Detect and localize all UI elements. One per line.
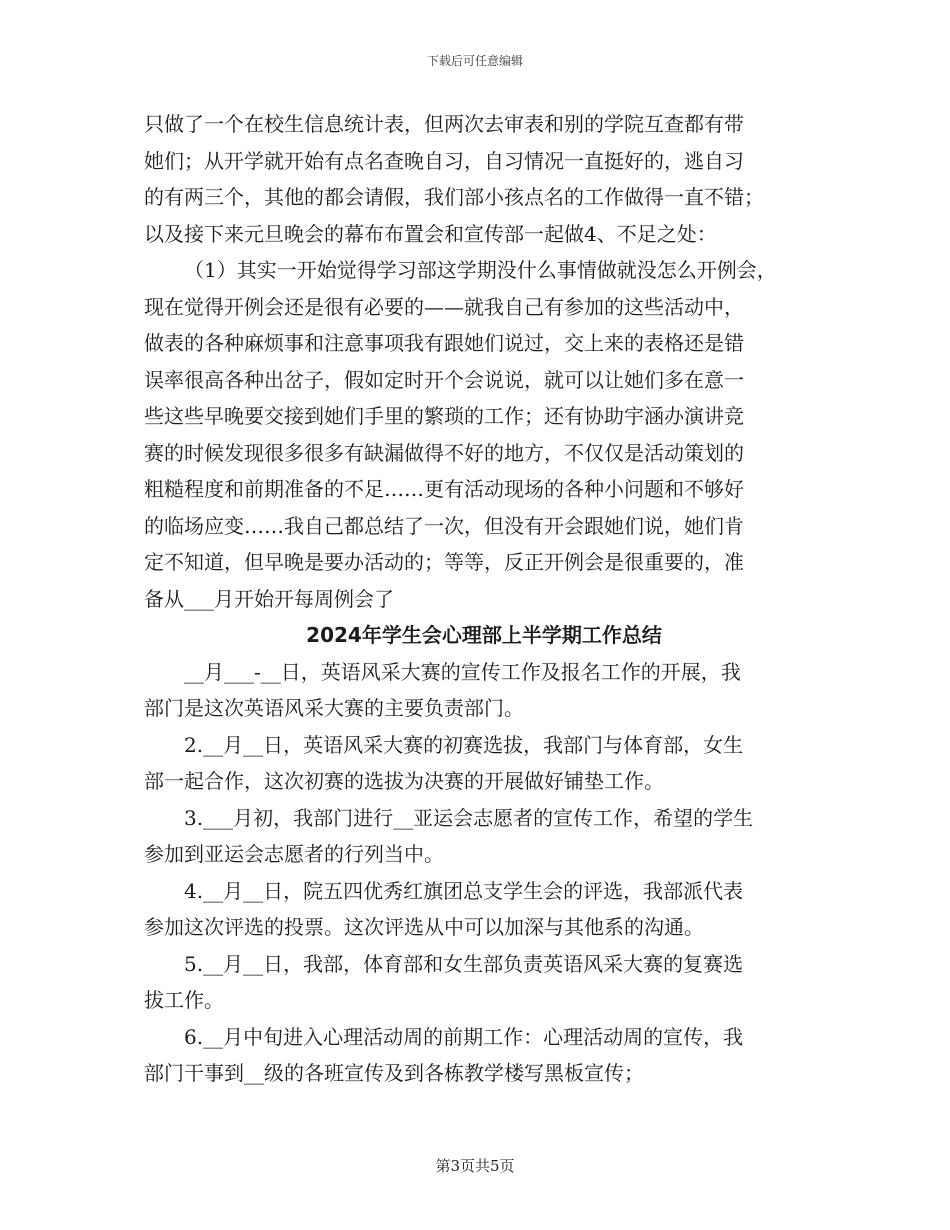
text-line: __月___-__日，英语风采大赛的宣传工作及报名工作的开展，我 bbox=[184, 659, 741, 684]
text-line: 部门干事到__级的各班宣传及到各栋教学楼写黑板宣传； bbox=[144, 1061, 644, 1085]
text-line: 以及接下来元旦晚会的幕布布置会和宣传部一起做4、不足之处： bbox=[144, 221, 717, 246]
text-line: 赛的时候发现很多很多有缺漏做得不好的地方，不仅仅是活动策划的 bbox=[144, 440, 744, 465]
text-line: 只做了一个在校生信息统计表，但两次去审表和别的学院互查都有带 bbox=[144, 112, 744, 136]
text-line: 拔工作。 bbox=[144, 988, 224, 1012]
list-item bbox=[144, 946, 824, 1019]
text-line: 定不知道，但早晚是要办活动的；等等，反正开例会是很重要的，准 bbox=[144, 550, 744, 574]
text-line: 参加到亚运会志愿者的行列当中。 bbox=[144, 842, 444, 866]
text-line: 的有两三个，其他的都会请假，我们部小孩点名的工作做得一直不错； bbox=[144, 185, 764, 209]
text-line: （1）其实一开始觉得学习部这学期没什么事情做就没怎么开例会， bbox=[184, 258, 777, 282]
text-line: 5.__月__日，我部，体育部和女生部负责英语风采大赛的复赛选 bbox=[184, 951, 744, 976]
work-item-list bbox=[144, 654, 824, 1092]
list-item bbox=[144, 1019, 824, 1092]
text-line: 参加这次评选的投票。这次评选从中可以加深与其他系的沟通。 bbox=[144, 915, 704, 939]
page-header: 下载后可任意编辑 bbox=[426, 54, 523, 68]
document-body bbox=[144, 106, 824, 1092]
paragraph-top bbox=[144, 106, 824, 252]
page-footer: 第3页共5页 bbox=[435, 1157, 515, 1175]
text-line: 的临场应变……我自己都总结了一次，但没有开会跟她们说，她们肯 bbox=[144, 513, 744, 538]
list-item bbox=[144, 727, 824, 800]
text-line: 部一起合作，这次初赛的选拔为决赛的开展做好铺垫工作。 bbox=[144, 769, 664, 793]
text-line: 误率很高各种出岔子，假如定时开个会说说，就可以让她们多在意一 bbox=[144, 367, 744, 392]
text-line: 备从___月开始开每周例会了 bbox=[144, 586, 394, 611]
text-line: 6.__月中旬进入心理活动周的前期工作：心理活动周的宣传，我 bbox=[184, 1024, 744, 1049]
list-item bbox=[144, 654, 824, 727]
text-line: 粗糙程度和前期准备的不足……更有活动现场的各种小问题和不够好 bbox=[144, 477, 744, 501]
text-line: 3.___月初，我部门进行__亚运会志愿者的宣传工作，希望的学生 bbox=[184, 805, 754, 830]
paragraph-point-1 bbox=[144, 252, 824, 617]
text-line: 部门是这次英语风采大赛的主要负责部门。 bbox=[144, 696, 524, 720]
list-item bbox=[144, 873, 824, 946]
text-line: 些这些早晚要交接到她们手里的繁琐的工作；还有协助宇涵办演讲竞 bbox=[144, 404, 744, 428]
text-line: 现在觉得开例会还是很有必要的——就我自己有参加的这些活动中， bbox=[144, 294, 744, 319]
text-line: 她们；从开学就开始有点名查晚自习，自习情况一直挺好的，逃自习 bbox=[144, 148, 744, 173]
text-line: 2.__月__日，英语风采大赛的初赛选拔，我部门与体育部，女生 bbox=[184, 732, 744, 757]
text-line: 做表的各种麻烦事和注意事项我有跟她们说过，交上来的表格还是错 bbox=[144, 331, 744, 355]
text-line: 4.__月__日，院五四优秀红旗团总支学生会的评选，我部派代表 bbox=[184, 878, 744, 903]
section-title: 2024年学生会心理部上半学期工作总结 bbox=[306, 623, 662, 647]
list-item bbox=[144, 800, 824, 873]
